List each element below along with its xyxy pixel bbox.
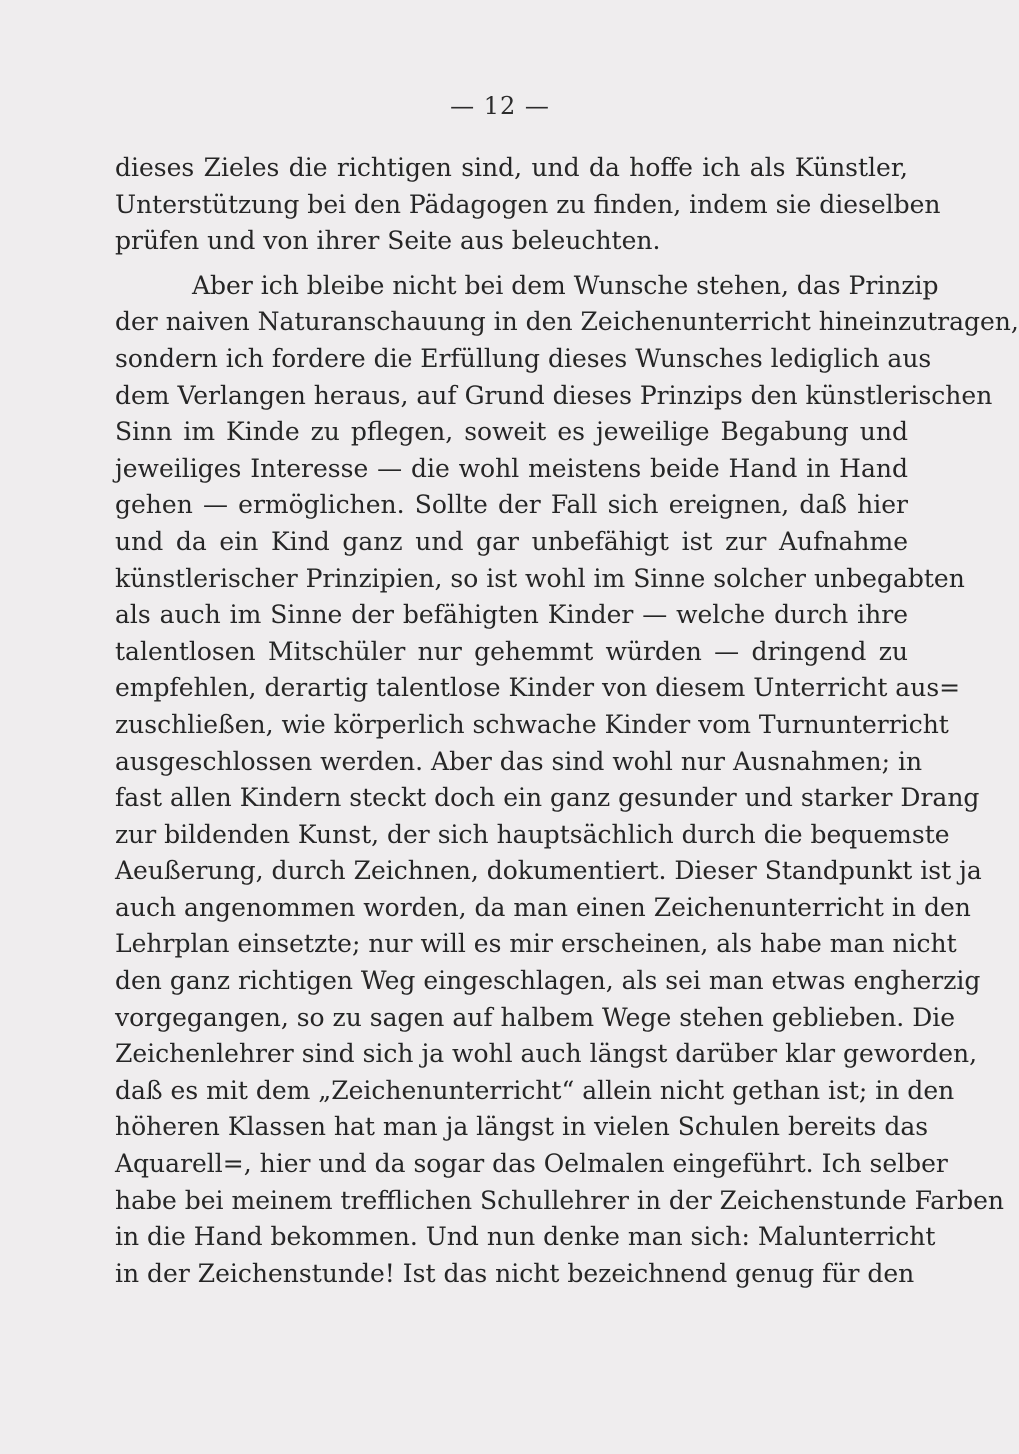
text-line: talentlosen Mitschüler nur gehemmt würden — dringend zu (115, 636, 908, 666)
text-line: zur bildenden Kunst, der sich hauptsächlich durch die bequemste (115, 819, 950, 849)
body-text (115, 150, 1019, 1292)
text-line: auch angenommen worden, da man einen Zeichenunterricht in den (115, 892, 971, 922)
text-line: sondern ich fordere die Erfüllung dieses Wunsches lediglich aus (115, 343, 932, 373)
text-line: in die Hand bekommen. Und nun denke man sich: Malunterricht (115, 1222, 936, 1252)
paragraph (115, 268, 1019, 1293)
text-line: Aber ich bleibe nicht bei dem Wunsche stehen, das Prinzip (192, 270, 939, 300)
text-line: Sinn im Kinde zu pflegen, soweit es jeweilige Begabung und (115, 417, 908, 447)
text-line: Zeichenlehrer sind sich ja wohl auch längst darüber klar geworden, (115, 1039, 978, 1069)
text-line: zuschließen, wie körperlich schwache Kinder vom Turnunterricht (115, 709, 949, 739)
text-line: den ganz richtigen Weg eingeschlagen, als sei man etwas engherzig (115, 966, 981, 996)
text-line: Aquarell=, hier und da sogar das Oelmalen eingeführt. Ich selber (115, 1149, 948, 1179)
text-line: in der Zeichenstunde! Ist das nicht bezeichnend genug für den (115, 1258, 915, 1288)
text-line: habe bei meinem trefflichen Schullehrer in der Zeichenstunde Farben (115, 1185, 1005, 1215)
text-line: höheren Klassen hat man ja längst in vielen Schulen bereits das (115, 1112, 929, 1142)
text-line: prüfen und von ihrer Seite aus beleuchten. (115, 226, 661, 256)
text-line: ausgeschlossen werden. Aber das sind wohl nur Ausnahmen; in (115, 746, 923, 776)
paragraph-gap (115, 260, 908, 268)
text-line: und da ein Kind ganz und gar unbefähigt ist zur Aufnahme (115, 526, 908, 556)
text-line: dem Verlangen heraus, auf Grund dieses Prinzips den künstlerischen (115, 380, 993, 410)
text-line: gehen — ermöglichen. Sollte der Fall sich ereignen, daß hier (115, 490, 908, 520)
paragraph (115, 150, 941, 260)
text-line: als auch im Sinne der befähigten Kinder — welche durch ihre (115, 600, 908, 630)
text-line: Aeußerung, durch Zeichnen, dokumentiert. Dieser Standpunkt ist ja (115, 856, 982, 886)
text-line: empfehlen, derartig talentlose Kinder von diesem Unterricht aus= (115, 673, 961, 703)
page-number: — 12 — (450, 92, 550, 120)
text-line: fast allen Kindern steckt doch ein ganz gesunder und starker Drang (115, 783, 980, 813)
text-line: dieses Zieles die richtigen sind, und da hoffe ich als Künstler, (115, 153, 908, 182)
text-line: der naiven Naturanschauung in den Zeichenunterricht hineinzutragen, (115, 307, 1019, 337)
text-line: künstlerischer Prinzipien, so ist wohl im Sinne solcher unbegabten (115, 563, 965, 593)
text-line: Unterstützung bei den Pädagogen zu finden, indem sie dieselben (115, 189, 941, 219)
text-line: vorgegangen, so zu sagen auf halbem Wege stehen geblieben. Die (115, 1002, 956, 1032)
text-line: daß es mit dem „Zeichenunterricht“ allein nicht gethan ist; in den (115, 1075, 955, 1105)
text-line: jeweiliges Interesse — die wohl meistens beide Hand in Hand (115, 453, 908, 483)
text-line: Lehrplan einsetzte; nur will es mir erscheinen, als habe man nicht (115, 929, 957, 959)
